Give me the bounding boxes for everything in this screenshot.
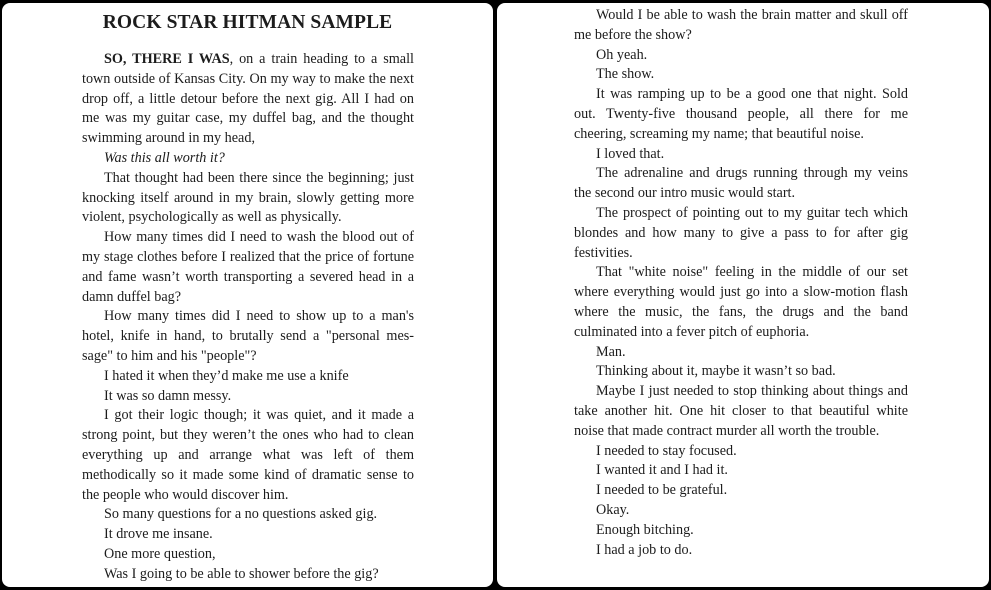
paragraph: I needed to stay focused. xyxy=(596,442,737,459)
paragraph: Oh yeah. xyxy=(596,46,648,63)
right-page xyxy=(497,3,989,587)
paragraph: Maybe I just needed to stop thinking about things and take another hit. One hit closer to that beautiful white noise that made contract murder all worth the trouble. xyxy=(574,383,908,439)
paragraph: I loved that. xyxy=(596,145,665,162)
paragraph: One more question, xyxy=(104,545,216,562)
paragraph: It was so damn messy. xyxy=(104,387,232,404)
paragraph: Would I be able to wash the brain matter and skull off me before the show? xyxy=(574,7,908,43)
paragraph: It drove me insane. xyxy=(104,526,213,543)
paragraph: I hated it when they’d make me use a knife xyxy=(104,367,349,384)
paragraph: The prospect of pointing out to my guitar tech which blondes and how many to give a pass to for after gig festivities. xyxy=(574,204,908,261)
page-title: ROCK STAR HITMAN SAMPLE xyxy=(102,12,393,33)
paragraph: I wanted it and I had it. xyxy=(596,462,728,479)
paragraph: Was this all worth it? xyxy=(104,149,225,166)
paragraph: That "white noise" feeling in the middle of our set where everything would just go into a slow-motion flash where the music, the fans, the drugs and the band culminated into a fever pitch of euphoria. xyxy=(574,264,908,340)
paragraph: The adrenaline and drugs running through my veins the second our intro music would start. xyxy=(574,165,908,202)
left-page-body xyxy=(82,50,414,585)
paragraph: I got their logic though; it was quiet, and it made a strong point, but they weren’t the ones who had to clean everything up and arrange what was left of them methodically so it made some kind of dramatic sense to the people who would discover him. xyxy=(82,407,414,503)
paragraph: Was I going to be able to shower before the gig? xyxy=(104,565,379,582)
paragraph: Thinking about it, maybe it wasn’t so bad. xyxy=(596,363,836,380)
paragraph: I needed to be grateful. xyxy=(596,482,728,499)
paragraph: It was ramping up to be a good one that night. Sold out. Twenty-five thousand people, all there for me cheering, screaming my name; that beautiful noise. xyxy=(574,86,908,142)
left-page xyxy=(2,3,493,587)
paragraph xyxy=(82,50,414,149)
right-page-body xyxy=(574,6,908,560)
paragraph: How many times did I need to wash the blood out of my stage clothes before I realized that the price of fortune and fame wasn’t worth transporting a severed head in a damn duffel bag? xyxy=(82,229,414,305)
paragraph: The show. xyxy=(596,66,655,83)
paragraph: Okay. xyxy=(596,501,630,518)
paragraph: Enough bitching. xyxy=(596,521,694,538)
paragraph: I had a job to do. xyxy=(596,541,693,558)
paragraph-text: , on a train heading to a small town outside of Kansas City. On my way to make the next drop off, a little detour before the next gig. All I had on me was my guitar case, my duffel bag, and the thought swimming around in my head, xyxy=(82,51,414,147)
paragraph: How many times did I need to show up to a man's hotel, knife in hand, to brutally send a "personal mes-sage" to him and his "people"? xyxy=(82,308,414,364)
paragraph: Man. xyxy=(596,343,626,360)
paragraph: So many questions for a no questions asked gig. xyxy=(104,506,378,523)
lead-in: SO, THERE I WAS xyxy=(104,51,230,67)
paragraph: That thought had been there since the beginning; just knocking itself around in my brain, slowly getting more violent, psychologically as well as physically. xyxy=(82,169,414,226)
